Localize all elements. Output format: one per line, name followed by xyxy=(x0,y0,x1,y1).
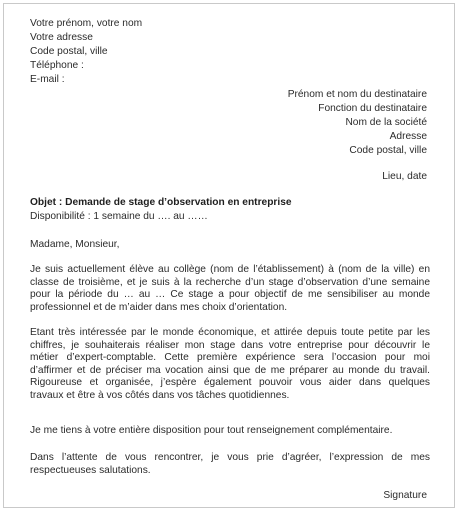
paragraph-line: métier d’expert-comptable. Cette première expérience sera l’occasion pour moi xyxy=(30,352,430,364)
paragraph-line: respectueuses salutations. xyxy=(30,464,151,476)
paragraph-line: professionnel et de m’aider dans mes choix d’orientation. xyxy=(30,301,288,313)
recipient-address: Adresse xyxy=(389,131,427,142)
sender-postal: Code postal, ville xyxy=(30,46,108,57)
paragraph-line: d’affirmer et de préciser ma vocation ainsi que de me préparer au monde du travail. xyxy=(30,364,430,376)
paragraph-line: Je suis actuellement élève au collège (nom de l’établissement) à (nom de la ville) en xyxy=(30,264,430,275)
paragraph-line: Je me tiens à votre entière disposition pour tout renseignement complémentaire. xyxy=(30,425,393,436)
sender-email: E-mail : xyxy=(30,74,65,85)
paragraph-closing xyxy=(30,452,430,477)
recipient-function: Fonction du destinataire xyxy=(318,103,427,114)
paragraph-line: Dans l’attente de vous rencontrer, je vous prie d’agréer, l’expression de mes xyxy=(30,452,430,463)
paragraph-intro xyxy=(30,264,430,314)
paragraph-line: Etant très intéressée par le monde économique, et attirée depuis toute petite par les xyxy=(30,327,430,338)
paragraph-motivation xyxy=(30,327,430,403)
availability-line: Disponibilité : 1 semaine du …. au …… xyxy=(30,211,208,222)
sender-phone: Téléphone : xyxy=(30,60,84,71)
paragraph-line: travaux et être à vos côtés dans vos tâches quotidiennes. xyxy=(30,389,290,401)
paragraph-line: classe de troisième, et je suis à la recherche d’un stage d’observation d’une semaine xyxy=(30,276,430,288)
recipient-name: Prénom et nom du destinataire xyxy=(287,89,427,100)
paragraph-line: Rigoureuse et organisée, j’espère également pouvoir vous aider dans quelques xyxy=(30,377,430,389)
paragraph-line: chiffres, je souhaiterais réaliser mon stage dans votre entreprise pour découvrir le xyxy=(30,339,430,351)
letter-page xyxy=(3,3,455,508)
sender-address: Votre adresse xyxy=(30,32,93,43)
salutation: Madame, Monsieur, xyxy=(30,239,120,250)
paragraph-availability xyxy=(30,425,430,438)
sender-name: Votre prénom, votre nom xyxy=(30,18,143,29)
signature: Signature xyxy=(383,490,427,501)
paragraph-line: pour la période du … au … Ce stage a pour objectif de me sensibiliser au monde xyxy=(30,289,430,301)
place-date: Lieu, date xyxy=(382,171,427,182)
recipient-postal: Code postal, ville xyxy=(349,145,427,156)
recipient-company: Nom de la société xyxy=(345,117,427,128)
subject-line: Objet : Demande de stage d’observation en entreprise xyxy=(30,197,292,208)
